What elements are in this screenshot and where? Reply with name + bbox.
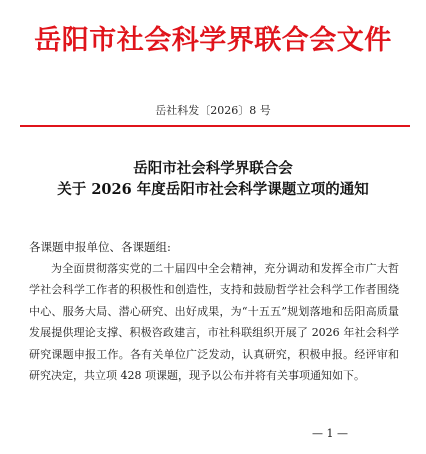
salutation: 各课题申报单位、各课题组: [29,240,171,254]
document-number: 岳社科发〔2026〕8 号 [155,104,271,117]
document-title-line-1: 岳阳市社会科学界联合会 [133,160,293,177]
body-paragraph: 为全面贯彻落实党的二十届四中全会精神，充分调动和发挥全市广大哲学社会科学工作者的积极性和创造性，支持和鼓励哲学社会科学工作者围绕中心、服务大局、潜心研究、出好成果，为“十五五”规划落地和岳阳高质量发展提供理论支撑、积极咨政建言，市社科联组织开展了 2026 年社会科学研究课题申报工作。各有关单位广泛发动，认真研究，积极申报。经评审和研究决定，共立项 428 项课题，现予以公布并将有关事项通知如下。 [29,262,399,383]
document-title-line-2: 关于 2026 年度岳阳市社会科学课题立项的通知 [57,181,369,198]
red-separator-line [20,125,410,127]
page-number: — 1 — [312,427,348,440]
document-masthead: 岳阳市社会科学界联合会文件 [34,25,392,56]
